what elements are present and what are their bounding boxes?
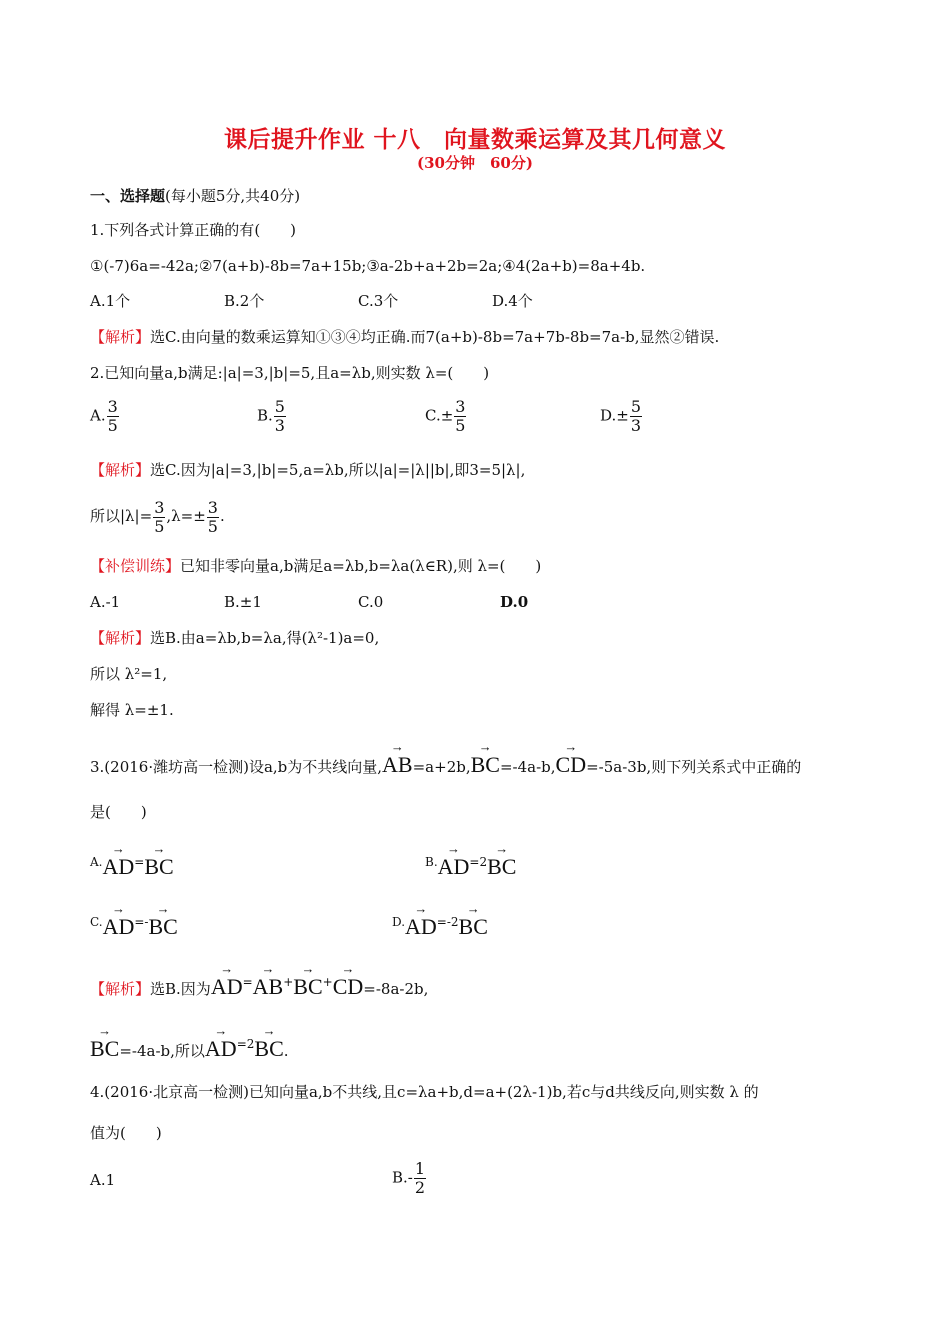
vector-bc bbox=[144, 842, 173, 878]
vector-arrow-icon: → bbox=[564, 739, 578, 754]
analysis-tag: 【解析】 bbox=[90, 980, 151, 998]
operator: =2 bbox=[236, 1037, 255, 1051]
vector-label: AB bbox=[382, 752, 413, 777]
fraction bbox=[454, 398, 466, 435]
vector-arrow-icon: → bbox=[495, 841, 509, 856]
vector-label: AB bbox=[252, 974, 284, 999]
vector-bc bbox=[254, 1024, 283, 1060]
vector-arrow-icon: → bbox=[447, 841, 461, 856]
fraction-denominator: 3 bbox=[630, 416, 642, 435]
vector-ad bbox=[438, 842, 470, 878]
fraction-denominator: 5 bbox=[207, 516, 218, 536]
vector-bc bbox=[471, 740, 500, 776]
analysis-text: ,λ=± bbox=[166, 507, 206, 525]
analysis-text: . bbox=[219, 507, 225, 525]
vector-arrow-icon: → bbox=[262, 1023, 276, 1038]
section-heading bbox=[90, 186, 300, 206]
vector-label: BC bbox=[144, 854, 174, 879]
page-subtitle: (30分钟 60分) bbox=[417, 154, 533, 172]
fraction bbox=[630, 398, 642, 435]
option-operator: =- bbox=[134, 915, 149, 929]
analysis-text: 选C.由向量的数乘运算知①③④均正确.而7(a+b)-8b=7a+7b-8b=7a-b,显然②错误. bbox=[150, 328, 720, 346]
q1-stem: 1.下列各式计算正确的有( ) bbox=[90, 221, 297, 239]
q3-option-a bbox=[90, 842, 174, 879]
vector-ad bbox=[405, 902, 437, 938]
analysis-text: . bbox=[283, 1042, 289, 1060]
q1-option-a: A.1个 bbox=[90, 292, 131, 310]
q3-option-c bbox=[90, 902, 178, 939]
fraction-numerator: 5 bbox=[274, 397, 285, 416]
option-label: C. bbox=[425, 406, 441, 425]
vector-arrow-icon: → bbox=[466, 901, 480, 916]
analysis-tag: 【解析】 bbox=[90, 328, 151, 346]
vector-label: CD bbox=[555, 752, 587, 777]
vector-arrow-icon: → bbox=[301, 961, 315, 976]
vector-arrow-icon: → bbox=[390, 739, 404, 754]
vector-arrow-icon: → bbox=[214, 1023, 228, 1038]
supplement-analysis-line2: 所以 λ²=1, bbox=[90, 665, 168, 683]
q3-analysis bbox=[90, 962, 428, 999]
section-note: (每小题5分,共40分) bbox=[165, 187, 301, 205]
option-operator: = bbox=[134, 855, 145, 869]
analysis-text: =-4a-b,所以 bbox=[119, 1042, 205, 1060]
fraction-numerator: 3 bbox=[207, 497, 218, 517]
vector-arrow-icon: → bbox=[341, 961, 355, 976]
vector-ab bbox=[382, 740, 413, 776]
supplement-option-b: B.±1 bbox=[224, 593, 262, 611]
q2-option-b bbox=[257, 398, 287, 435]
option-label: B.- bbox=[392, 1168, 413, 1187]
fraction-denominator: 2 bbox=[414, 1178, 426, 1197]
vector-arrow-icon: → bbox=[152, 841, 166, 856]
supplement-option-c: C.0 bbox=[358, 593, 384, 611]
vector-label: BC bbox=[470, 752, 500, 777]
q2-option-a bbox=[90, 398, 120, 435]
q3-stem bbox=[90, 740, 801, 785]
q3-stem-text: =-4a-b, bbox=[499, 758, 556, 776]
supplement-option-a: A.-1 bbox=[90, 593, 121, 611]
fraction bbox=[274, 398, 286, 435]
section-title: 一、选择题 bbox=[90, 187, 166, 205]
q1-analysis bbox=[90, 327, 719, 347]
fraction bbox=[153, 499, 165, 536]
vector-ad bbox=[103, 902, 135, 938]
fraction bbox=[414, 1160, 426, 1197]
q3-stem-text: =a+2b, bbox=[412, 758, 471, 776]
fraction-denominator: 5 bbox=[455, 416, 466, 435]
vector-label: BC bbox=[90, 1036, 120, 1061]
vector-bc bbox=[459, 902, 488, 938]
vector-label: BC bbox=[293, 974, 323, 999]
vector-bc bbox=[90, 1024, 119, 1060]
q3-stem-text: =-5a-3b,则下列关系式中正确的 bbox=[586, 758, 802, 776]
option-label: A. bbox=[90, 406, 106, 425]
operator-plus: + bbox=[283, 975, 294, 989]
q2-option-c bbox=[425, 398, 467, 435]
supplement-option-d: D.0 bbox=[500, 593, 529, 611]
fraction-numerator: 1 bbox=[414, 1159, 426, 1178]
q4-option-b bbox=[392, 1160, 427, 1197]
vector-arrow-icon: → bbox=[414, 901, 428, 916]
vector-arrow-icon: → bbox=[111, 841, 125, 856]
option-label: D. bbox=[392, 915, 406, 929]
option-sign: ± bbox=[440, 406, 454, 425]
q3-option-d bbox=[392, 902, 488, 939]
analysis-text: 所以|λ|= bbox=[90, 507, 153, 525]
vector-cd bbox=[333, 962, 364, 998]
vector-ad bbox=[205, 1024, 237, 1060]
vector-label: AD bbox=[102, 854, 135, 879]
supplement-analysis-line3: 解得 λ=±1. bbox=[90, 701, 174, 719]
option-label: B. bbox=[257, 406, 273, 425]
vector-arrow-icon: → bbox=[98, 1023, 112, 1038]
fraction bbox=[107, 398, 119, 435]
vector-label: AD bbox=[405, 914, 437, 939]
q2-stem: 2.已知向量a,b满足:|a|=3,|b|=5,且a=λb,则实数 λ=( ) bbox=[90, 364, 490, 382]
vector-label: CD bbox=[332, 974, 364, 999]
operator: = bbox=[242, 975, 253, 989]
vector-label: AD bbox=[210, 974, 243, 999]
q1-option-d: D.4个 bbox=[492, 292, 533, 310]
q1-items: ①(-7)6a=-42a;②7(a+b)-8b=7a+15b;③a-2b+a+2b=2a;④4(2a+b)=8a+4b. bbox=[90, 257, 646, 275]
fraction-numerator: 3 bbox=[455, 397, 466, 416]
vector-label: BC bbox=[148, 914, 178, 939]
vector-ab bbox=[253, 962, 284, 998]
vector-label: AD bbox=[102, 914, 135, 939]
vector-label: BC bbox=[458, 914, 488, 939]
vector-bc bbox=[487, 842, 516, 878]
supplement-tag: 【补偿训练】 bbox=[90, 557, 181, 575]
q1-option-c: C.3个 bbox=[358, 292, 399, 310]
vector-label: AD bbox=[204, 1036, 237, 1061]
q2-option-d bbox=[600, 398, 643, 435]
analysis-text: 选C.因为|a|=3,|b|=5,a=λb,所以|a|=|λ||b|,即3=5|λ|, bbox=[150, 461, 526, 479]
vector-arrow-icon: → bbox=[478, 739, 492, 754]
fraction-denominator: 5 bbox=[154, 516, 165, 536]
vector-arrow-icon: → bbox=[156, 901, 170, 916]
q1-option-b: B.2个 bbox=[224, 292, 265, 310]
vector-label: BC bbox=[254, 1036, 284, 1061]
vector-arrow-icon: → bbox=[261, 961, 275, 976]
fraction-denominator: 5 bbox=[107, 416, 118, 435]
vector-label: AD bbox=[437, 854, 470, 879]
vector-ad bbox=[102, 842, 134, 878]
page-title: 课后提升作业 十八 向量数乘运算及其几何意义 bbox=[223, 126, 726, 153]
fraction bbox=[207, 499, 219, 536]
option-operator: =-2 bbox=[436, 915, 459, 929]
option-label: B. bbox=[425, 855, 438, 869]
q4-stem: 4.(2016·北京高一检测)已知向量a,b不共线,且c=λa+b,d=a+(2λ-1)b,若c与d共线反向,则实数 λ 的 bbox=[90, 1083, 759, 1101]
q3-analysis-line2 bbox=[90, 1024, 289, 1061]
vector-label: BC bbox=[487, 854, 517, 879]
supplement-text: 已知非零向量a,b满足a=λb,b=λa(λ∈R),则 λ=( ) bbox=[180, 557, 542, 575]
supplement-stem bbox=[90, 556, 541, 576]
option-operator: =2 bbox=[469, 855, 488, 869]
vector-bc bbox=[293, 962, 322, 998]
q3-stem-end: 是( ) bbox=[90, 803, 147, 821]
analysis-tag: 【解析】 bbox=[90, 461, 151, 479]
q4-option-a: A.1 bbox=[90, 1171, 116, 1189]
fraction-numerator: 3 bbox=[154, 497, 165, 517]
option-sign: ± bbox=[616, 406, 629, 425]
q4-stem-line2: 值为( ) bbox=[90, 1124, 162, 1142]
vector-ad bbox=[211, 962, 243, 998]
operator-plus: + bbox=[322, 975, 333, 989]
option-label: C. bbox=[90, 915, 103, 929]
analysis-text: =-8a-2b, bbox=[363, 980, 429, 998]
fraction-numerator: 5 bbox=[630, 397, 642, 416]
q2-analysis-line2 bbox=[90, 496, 225, 536]
supplement-analysis bbox=[90, 628, 379, 648]
analysis-text: 选B.因为 bbox=[150, 980, 211, 998]
vector-arrow-icon: → bbox=[220, 961, 234, 976]
option-label: A. bbox=[90, 855, 103, 869]
analysis-tag: 【解析】 bbox=[90, 629, 151, 647]
fraction-denominator: 3 bbox=[274, 416, 285, 435]
vector-arrow-icon: → bbox=[111, 901, 125, 916]
vector-bc bbox=[148, 902, 177, 938]
fraction-numerator: 3 bbox=[107, 397, 118, 416]
q2-analysis bbox=[90, 460, 525, 480]
vector-cd bbox=[556, 740, 587, 776]
q3-option-b bbox=[425, 842, 516, 879]
q3-stem-text: 3.(2016·潍坊高一检测)设a,b为不共线向量, bbox=[90, 758, 383, 776]
option-label: D. bbox=[600, 406, 617, 425]
analysis-text: 选B.由a=λb,b=λa,得(λ²-1)a=0, bbox=[150, 629, 380, 647]
